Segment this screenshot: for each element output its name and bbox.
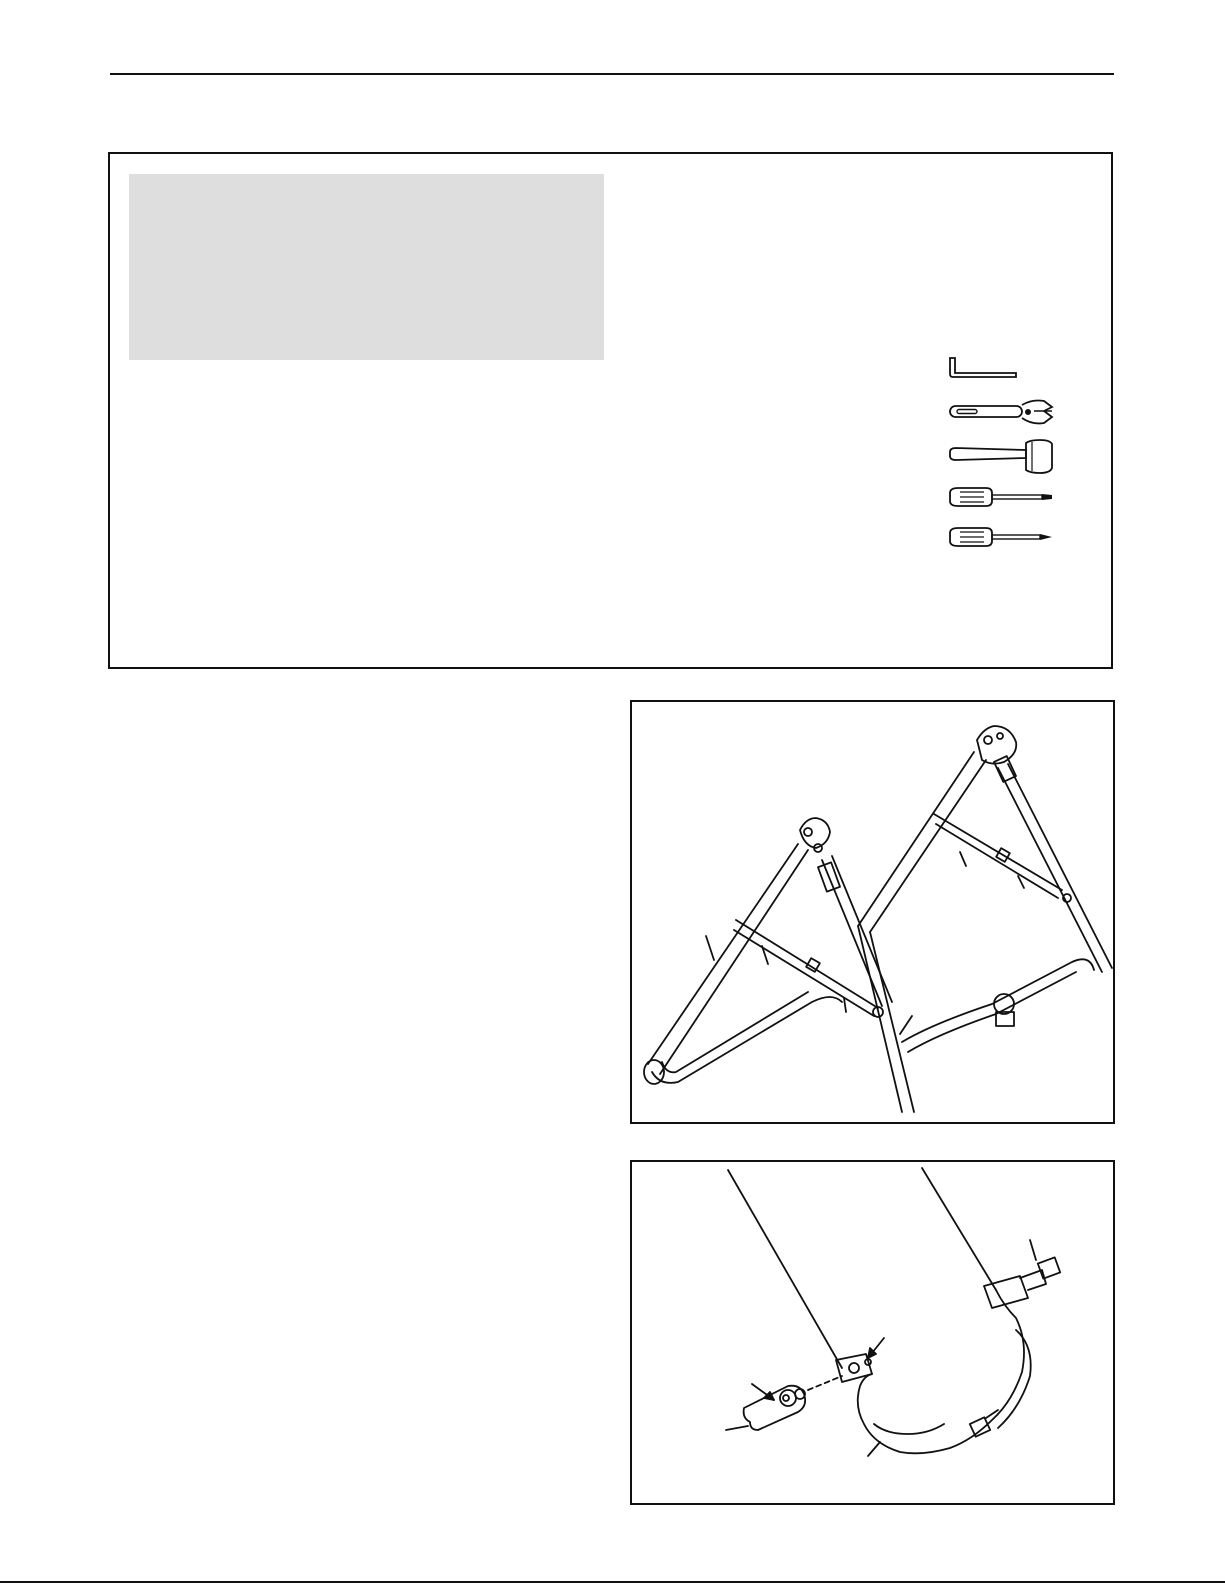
flat-screwdriver-icon <box>948 486 1058 508</box>
hex-key-icon <box>948 356 1020 380</box>
frame-assembly-illustration <box>632 702 1117 1126</box>
rubber-mallet-icon <box>948 439 1058 475</box>
phillips-screwdriver-icon <box>948 526 1058 548</box>
footer-rule <box>0 1581 1225 1583</box>
notice-box <box>129 174 604 360</box>
base-leg-detail-illustration <box>632 1162 1117 1507</box>
frame-assembly-figure <box>630 700 1115 1124</box>
adjustable-wrench-icon <box>948 397 1058 427</box>
base-leg-detail-figure <box>630 1160 1115 1505</box>
header-rule <box>110 73 1114 75</box>
